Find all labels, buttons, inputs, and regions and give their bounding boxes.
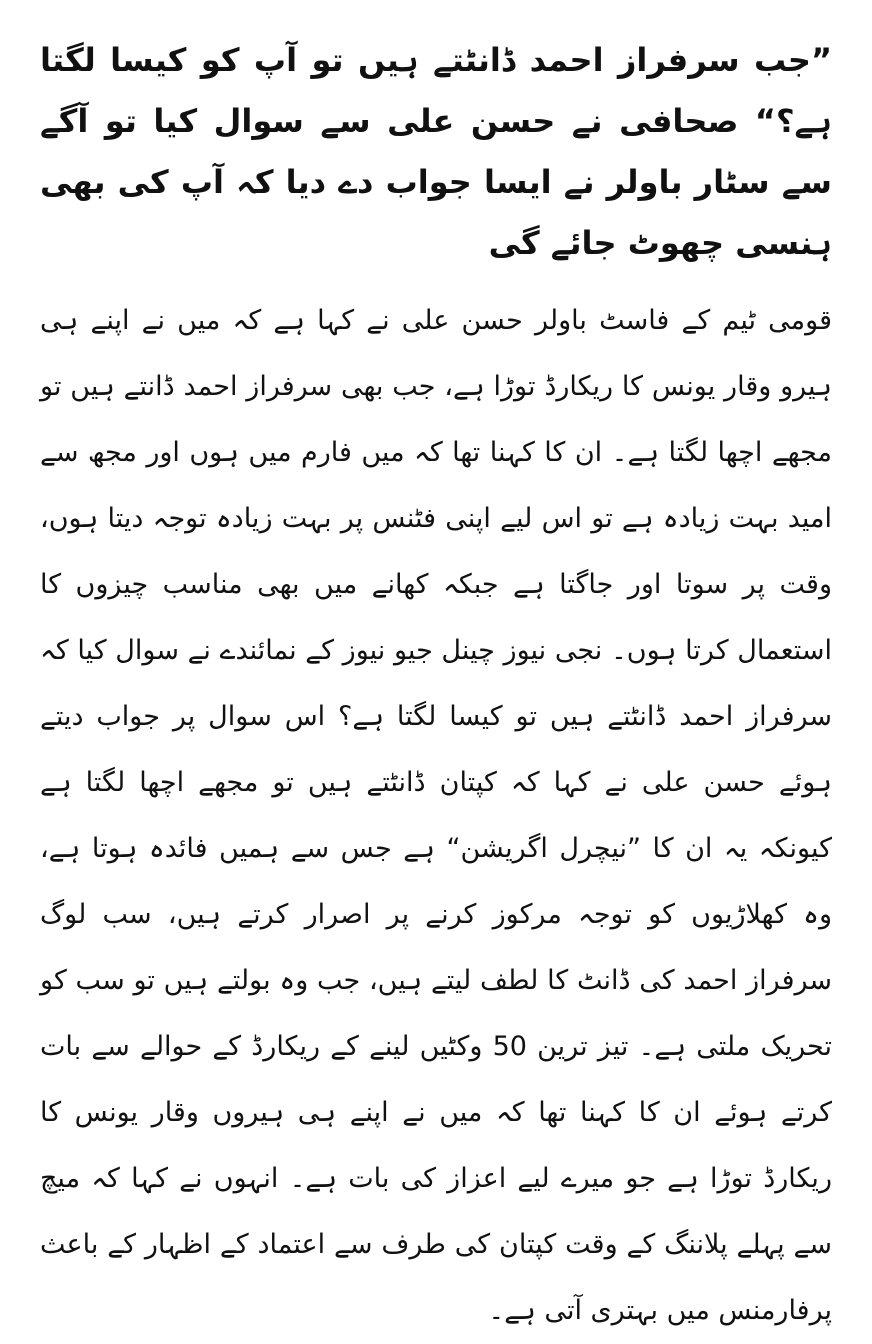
- article-body: قومی ٹیم کے فاسٹ باولر حسن علی نے کہا ہے کہ میں نے اپنے ہی ہیرو وقار یونس کا ریکارڈ توڑا ہے، جب بھی سرفراز احمد ڈانتے ہیں تو مجھے اچھا لگتا ہے۔ ان کا کہنا تھا کہ میں فارم میں ہوں اور مجھ سے امید بہت زیادہ ہے تو اس لیے اپنی فٹنس پر بہت زیادہ توجہ دیتا ہوں، وقت پر سوتا اور جاگتا ہے جبکہ کھانے میں بھی مناسب چیزوں کا استعمال کرتا ہوں۔ نجی نیوز چینل جیو نیوز کے نمائندے نے سوال کیا کہ سرفراز احمد ڈانٹتے ہیں تو کیسا لگتا ہے؟ اس سوال پر جواب دیتے ہوئے حسن علی نے کہا کہ کپتان ڈانٹتے ہیں تو مجھے اچھا لگتا ہے کیونکہ یہ ان کا ”نیچرل اگریشن“ ہے جس سے ہمیں فائدہ ہوتا ہے، وہ کھلاڑیوں کو توجہ مرکوز کرنے پر اصرار کرتے ہیں، سب لوگ سرفراز احمد کی ڈانٹ کا لطف لیتے ہیں، جب وہ بولتے ہیں تو سب کو تحریک ملتی ہے۔ تیز ترین 50 وکٹیں لینے کے ریکارڈ کے حوالے سے بات کرتے ہوئے ان کا کہنا تھا کہ میں نے اپنے ہی ہیروں وقار یونس کا ریکارڈ توڑا ہے جو میرے لیے اعزاز کی بات ہے۔ انہوں نے کہا کہ میچ سے پہلے پلاننگ کے وقت کپتان کی طرف سے اعتماد کے اظہار کے باعث پرفارمنس میں بہتری آتی ہے۔: [40, 305, 833, 1326]
- article-headline: ”جب سرفراز احمد ڈانٹتے ہیں تو آپ کو کیسا لگتا ہے؟“ صحافی نے حسن علی سے سوال کیا تو آگے سے سٹار باولر نے ایسا جواب دے دیا کہ آپ کی بھی ہنسی چھوٹ جائے گی: [40, 41, 832, 262]
